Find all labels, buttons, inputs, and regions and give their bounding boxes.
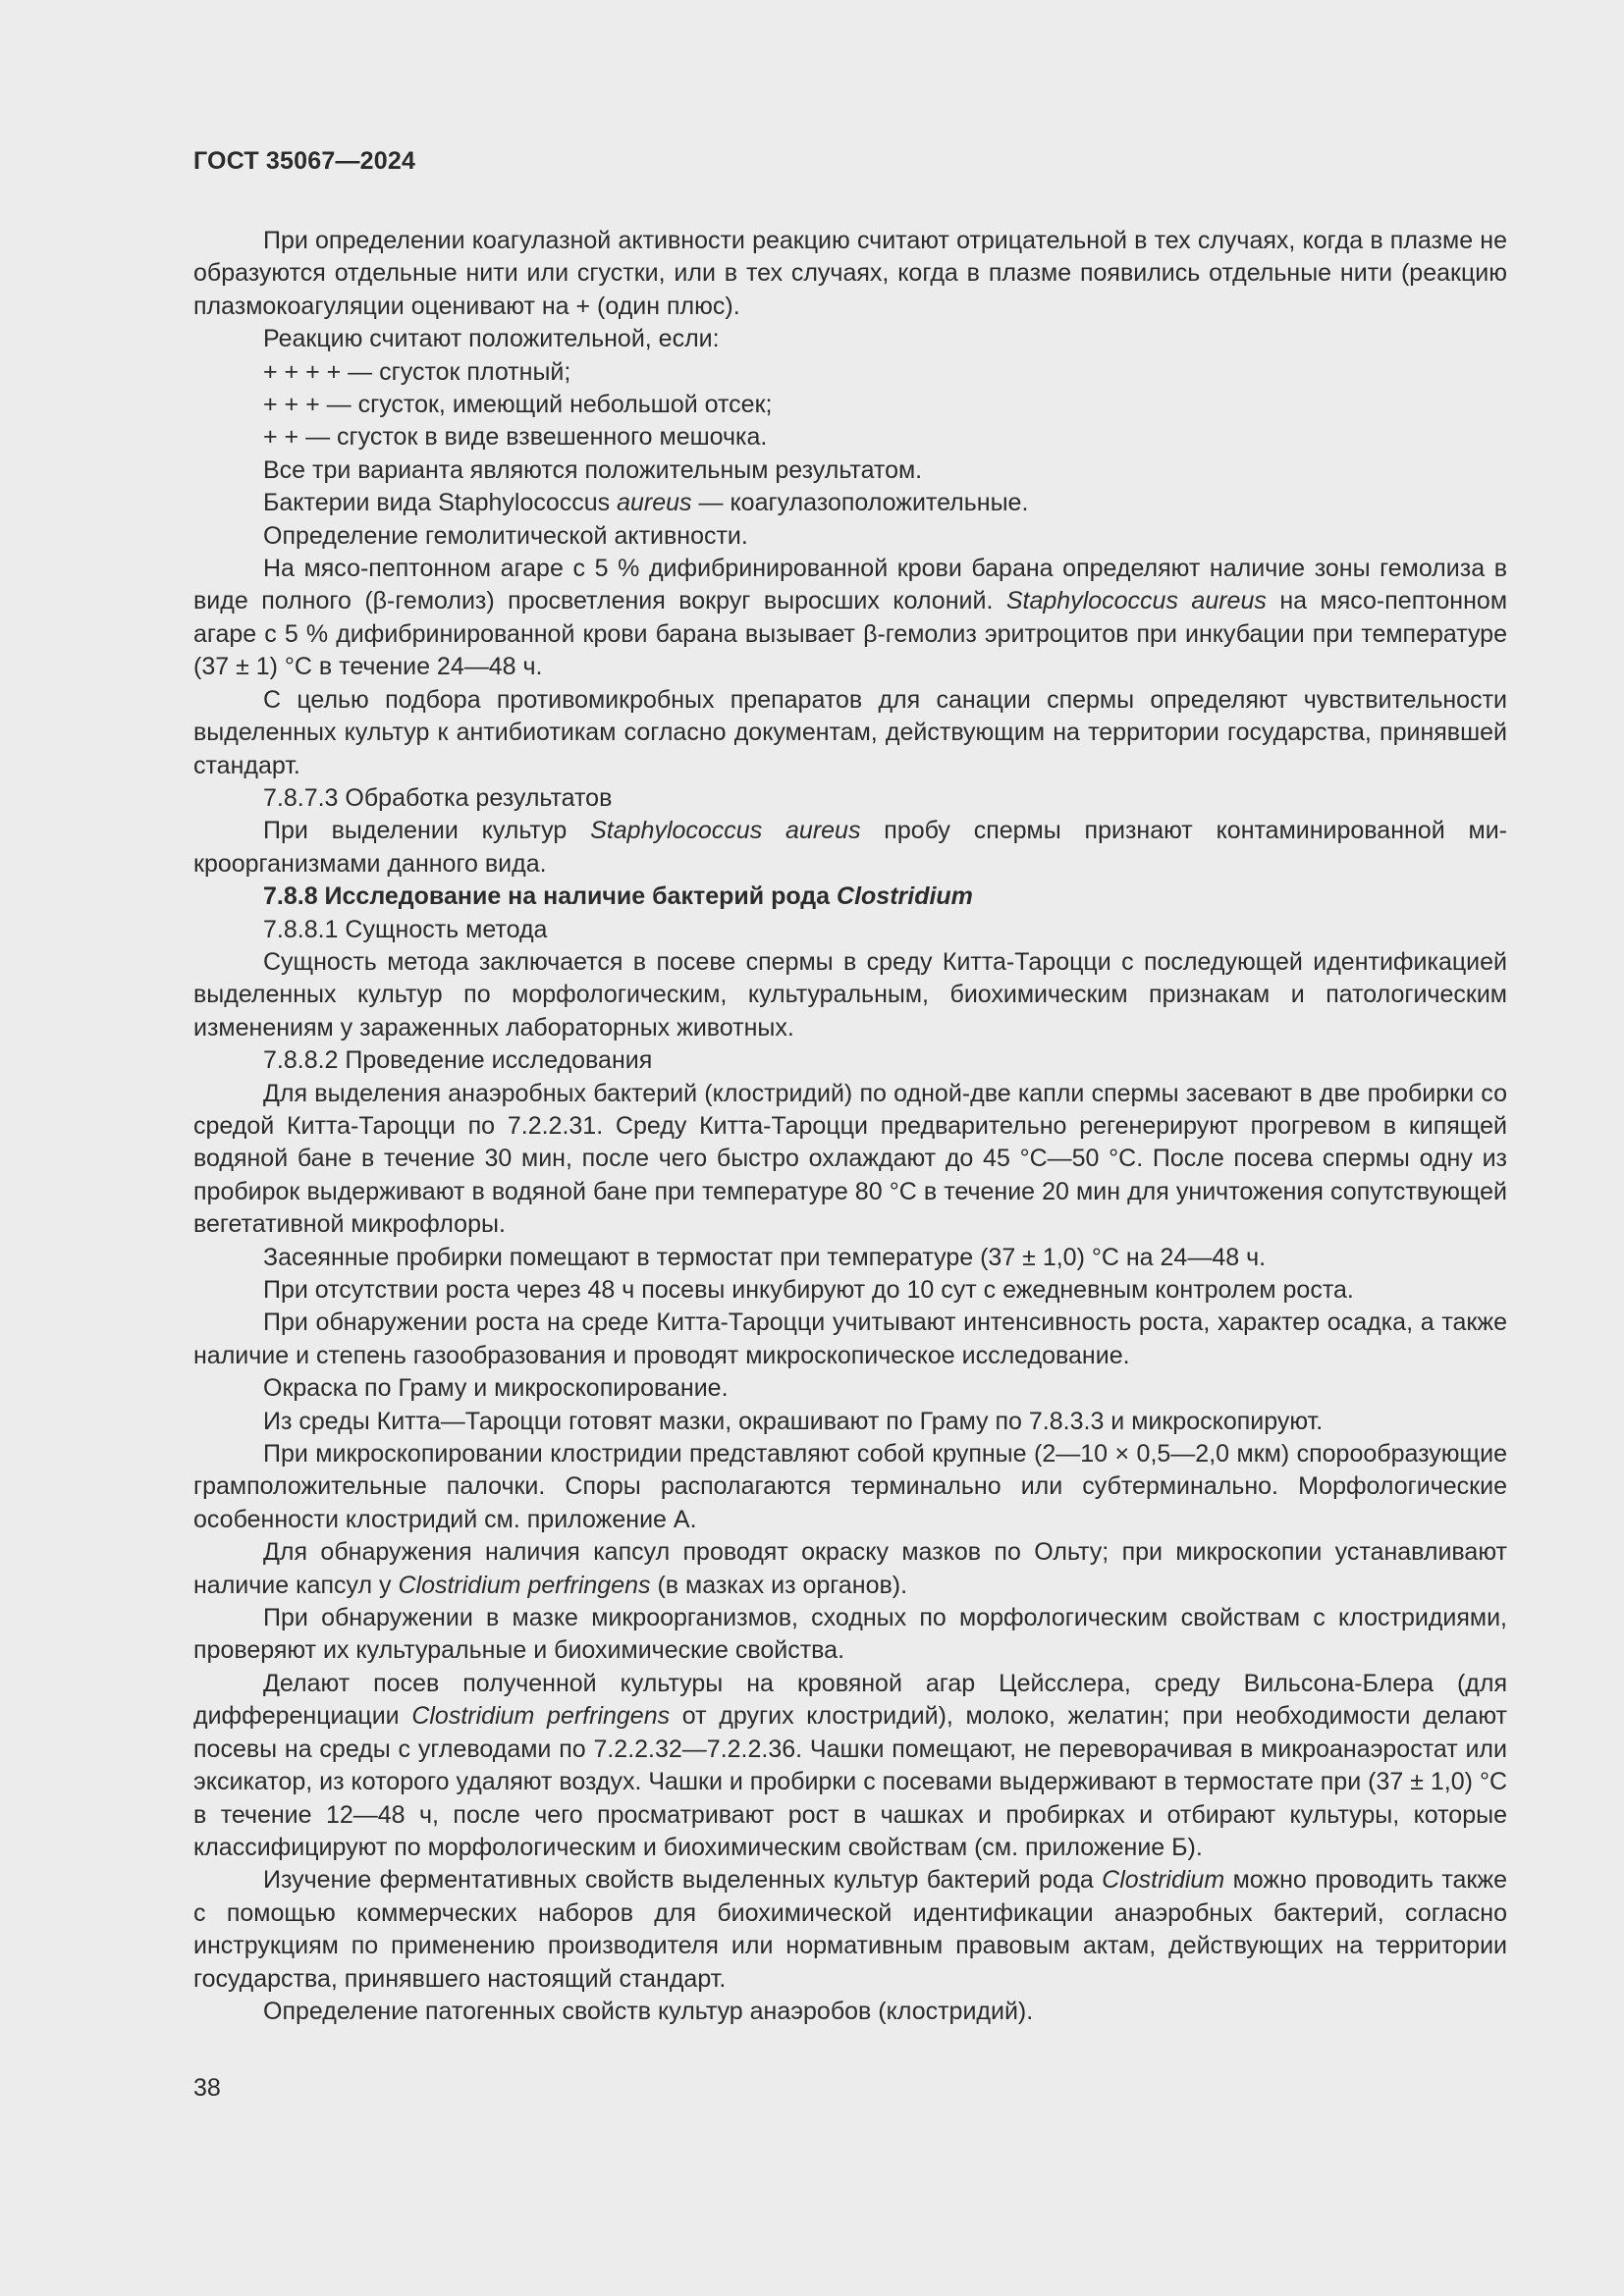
paragraph — [193, 1406, 1507, 1438]
paragraph — [193, 1274, 1507, 1307]
paragraph — [193, 1242, 1507, 1274]
italic-term: Clostridium — [1102, 1866, 1225, 1895]
paragraph — [193, 815, 1507, 881]
italic-term: Staphylococcus aureus — [590, 817, 861, 845]
paragraph — [193, 1307, 1507, 1372]
text-segment: (в мазках из органов). — [650, 1571, 908, 1599]
paragraph — [193, 1602, 1507, 1668]
text-segment: Все три варианта являются положительным результатом. — [263, 455, 923, 484]
text-segment: Засеянные пробирки помещают в термостат при температуре (37 ± 1,0) °С на 24—48 ч. — [263, 1243, 1267, 1271]
text-segment: Определение патогенных свойств культур анаэробов (клостридий). — [263, 1997, 1034, 2025]
paragraph — [193, 421, 1507, 454]
text-segment: можно проводить также с помощью коммерческих наборов для биохимической идентификации анаэробных бактерий, согласно инструкциям по применению производителя или нормативным правовым актам, действующих на территории государства, принявшего настоящий стандарт. — [193, 1866, 1507, 1993]
paragraph — [193, 520, 1507, 553]
paragraph — [193, 1078, 1507, 1242]
italic-term: aureus — [617, 489, 692, 517]
text-segment: При обнаружении в мазке микроорганизмов, сходных по морфологическим свойствам с клостридиями, проверяют их культуральные и биохимические свойства. — [193, 1604, 1507, 1665]
text-segment: С целью подбора противомикробных препаратов для санации спермы определяют чувствительности выделенных культур к антибиотикам согласно документам, действующим на территории государства, принявшей стандарт. — [193, 685, 1507, 779]
paragraph — [193, 684, 1507, 782]
text-segment: При обнаружении роста на среде Китта-Тароцци учитывают интенсивность роста, характер осадка, а также наличие и степень газообразования и проводят микроскопическое исследование. — [193, 1308, 1507, 1369]
paragraph — [193, 782, 1507, 815]
text-segment: При отсутствии роста через 48 ч посевы инкубируют до 10 сут с ежедневным контролем роста. — [263, 1276, 1354, 1304]
text-segment: 7.8.7.3 Обработка результатов — [263, 783, 613, 812]
text-segment: — коагулазоположительные. — [691, 489, 1029, 517]
text-segment: 7.8.8 Исследование на наличие бактерий рода — [263, 882, 838, 911]
text-segment: При микроскопировании клостридии представляют собой крупные (2—10 × 0,5—2,0 мкм) спорообразующие грамположительные палочки. Споры располагаются терминально или субтерминально. Морфологические особенности клостридий см. приложение А. — [193, 1440, 1507, 1533]
paragraph — [193, 356, 1507, 389]
paragraph — [193, 389, 1507, 421]
text-segment: Определение гемолитической активности. — [263, 521, 748, 550]
paragraph — [193, 1668, 1507, 1864]
paragraph — [193, 1996, 1507, 2028]
italic-term: Clostridium perfringens — [398, 1571, 651, 1599]
paragraph — [193, 1536, 1507, 1602]
paragraph — [193, 1044, 1507, 1077]
text-segment: Сущность метода заключается в посеве спермы в среду Китта-Тароцци с последующей идентификацией выделенных культур по морфологическим, культуральным, биохимическим признакам и патологическим изменениям у зараженных лабораторных животных. — [193, 947, 1507, 1041]
text-segment: от других клостридий), молоко, желатин; при необходимости делают посевы на среды с углеводами по 7.2.2.32—7.2.2.36. Чашки помещают, не переворачивая в микроанаэростат или эксикатор, из которого удаляют воздух. Чашки и пробирки с посевами выдерживают в термостате при (37 ± 1,0) °С в течение 12—48 ч, после чего просматривают рост в чашках и пробирках и отбирают культуры, которые классифицируют по морфологическим и биохимическим свойствам (см. приложение Б). — [193, 1702, 1507, 1861]
text-segment: Для выделения анаэробных бактерий (клостридий) по одной-две капли спермы засевают в две пробирки со средой Китта-Тароцци по 7.2.2.31. Среду Китта-Тароцци предварительно регенерируют прогревом в кипящей водяной бане в течение 30 мин, после чего быстро охлаждают до 45 °С—50 °С. После посева спермы одну из пробирок выдерживают в водяной бане при температуре 80 °С в течение 20 мин для уничтожения сопутствующей вегетативной микрофлоры. — [193, 1079, 1507, 1239]
text-segment: + + + — сгусток, имеющий небольшой отсек; — [263, 391, 773, 419]
text-segment: На мясо-пептонном агаре с 5 % дифибринированной крови барана определяют наличие зоны гемолиза в виде полного (β-гемолиз) просветления вокруг выросших колоний. — [193, 555, 1507, 615]
italic-term: Clostridium — [837, 882, 973, 911]
text-segment: + + — сгусток в виде взвешенного мешочка. — [263, 423, 768, 452]
text-segment: Для обнаружения наличия капсул проводят окраску мазков по Ольту; при микроскопии устанавливают наличие капсул у — [193, 1538, 1507, 1599]
text-segment: Окраска по Граму и микроскопирование. — [263, 1374, 729, 1403]
section-heading — [193, 881, 1507, 913]
text-segment: Из среды Китта—Тароцци готовят мазки, окрашивают по Граму по 7.8.3.3 и микроскопируют. — [263, 1407, 1324, 1435]
paragraph — [193, 914, 1507, 946]
text-segment: пробу спермы признают контаминированной микроорганизмами данного вида. — [193, 817, 1507, 878]
text-segment: Изучение ферментативных свойств выделенных культур бактерий рода — [263, 1866, 1103, 1895]
paragraph — [193, 553, 1507, 684]
italic-term: Staphylococcus aureus — [1005, 587, 1267, 615]
text-segment: При выделении культур — [263, 817, 591, 845]
italic-term: Clostridium perfringens — [411, 1702, 671, 1731]
paragraph — [193, 946, 1507, 1044]
paragraph — [193, 225, 1507, 323]
paragraph — [193, 454, 1507, 487]
text-segment: Делают посев полученной культуры на кровяной агар Цейсслера, среду Вильсона-Блера (для дифференциации — [193, 1669, 1507, 1731]
paragraph — [193, 1372, 1507, 1405]
paragraph — [193, 487, 1507, 519]
text-segment: Бактерии вида Staphylococcus — [263, 489, 618, 517]
body-text — [193, 225, 1507, 2028]
text-segment: 7.8.8.1 Сущность метода — [263, 915, 548, 943]
text-segment: Реакцию считают положительной, если: — [263, 325, 720, 353]
paragraph — [193, 1438, 1507, 1536]
text-segment: При определении коагулазной активности реакцию считают отрицательной в тех случаях, когда в плазме не образуются отдельные нити или сгустки, или в тех случаях, когда в плазме появились отдельные нити (реакцию плазмокоагуляции оценивают на + (один плюс). — [193, 227, 1507, 320]
paragraph — [193, 323, 1507, 355]
paragraph — [193, 1864, 1507, 1996]
text-segment: на мясо-пептонном агаре с 5 % дифибринированной крови барана вызывает β-гемолиз эритроцитов при инкубации при температуре (37 ± 1) °С в течение 24—48 ч. — [193, 587, 1508, 681]
page-number: 38 — [193, 2074, 221, 2102]
document-code-header: ГОСТ 35067—2024 — [193, 147, 416, 175]
text-segment: 7.8.8.2 Проведение исследования — [263, 1046, 653, 1075]
text-segment: + + + + — сгусток плотный; — [263, 357, 571, 386]
